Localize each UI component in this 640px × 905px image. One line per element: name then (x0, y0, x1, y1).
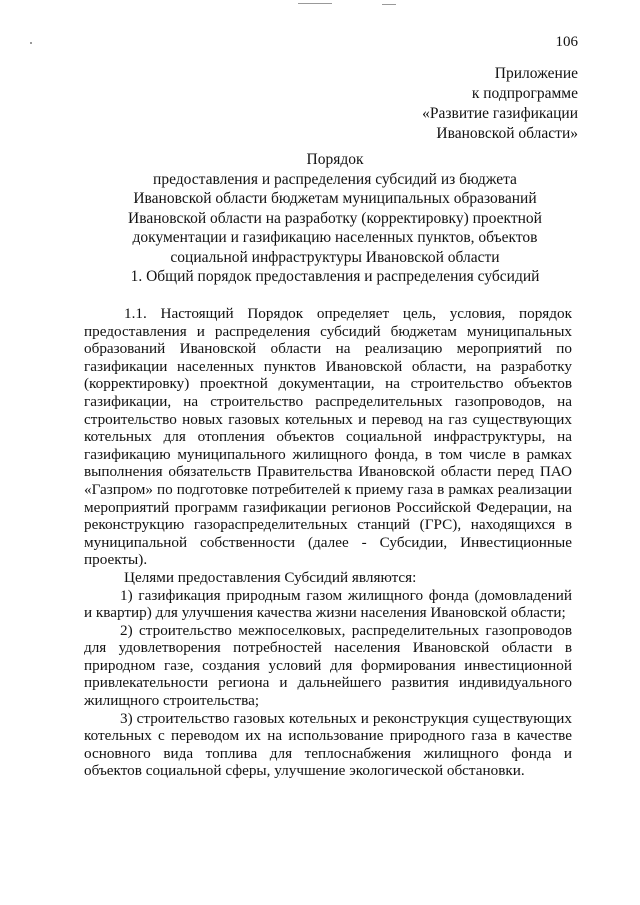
body-text (84, 305, 572, 780)
goals-intro: Целями предоставления Субсидий являются: (124, 568, 417, 586)
goal-item-2: 2) строительство межпоселковых, распределительных газопроводов для удовлетворения потребностей населения Ивановской области в природном газе, создания условий для формирования инвестиционной привлекательности региона и дальнейшего развития индивидуального жилищного строительства; (84, 621, 572, 710)
title-line: Порядок (306, 151, 364, 168)
appendix-line: к подпрограмме (471, 85, 578, 102)
goal-item-3: 3) строительство газовых котельных и реконструкция существующих котельных с переводом их на использование природного газа в качестве основного вида топлива для теплоснабжения жилищного фонда и объектов социальной сферы, улучшение экологической обстановки. (84, 709, 572, 780)
paragraph-1-1: 1.1. Настоящий Порядок определяет цель, условия, порядок предоставления и распределения субсидий бюджетам муниципальных образований Ивановской области на реализацию мероприятий по газификации населенных пунктов Ивановской области, на разработку (корректировку) проектной документации, на строительство объектов газификации, на строительство распределительных газопроводов, на строительство новых газовых котельных и перевод на газ существующих котельных для отопления объектов социальной инфраструктуры, на газификацию муниципального жилищного фонда, в том числе в рамках выполнения обязательств Правительства Ивановской области перед ПАО «Газпром» по подготовке потребителей к приему газа в рамках реализации мероприятий программ газификации регионов Российской Федерации, на реконструкцию газораспределительных станций (ГРС), находящихся в муниципальной собственности (далее - Субсидии, Инвестиционные проекты). (84, 305, 572, 569)
goal-item-1: 1) газификация природным газом жилищного фонда (домовладений и квартир) для улучшения качества жизни населения Ивановской области; (84, 586, 572, 622)
appendix-line: Ивановской области» (436, 125, 578, 142)
scan-mark (298, 3, 332, 4)
appendix-note (422, 64, 578, 144)
title-line: Ивановской области на разработку (корректировку) проектной (128, 209, 542, 227)
title-line: Ивановской области бюджетам муниципальных образований (133, 190, 537, 207)
document-title (80, 150, 590, 267)
appendix-line: Приложение (494, 65, 578, 82)
scan-mark (30, 42, 32, 44)
appendix-line: «Развитие газификации (422, 105, 578, 122)
page-number: 106 (555, 34, 578, 50)
title-line: предоставления и распределения субсидий из бюджета (153, 170, 517, 188)
title-line: документации и газификацию населенных пунктов, объектов (132, 229, 538, 246)
section-heading: 1. Общий порядок предоставления и распределения субсидий (130, 268, 540, 285)
scan-mark (382, 4, 396, 5)
title-line: социальной инфраструктуры Ивановской области (170, 248, 500, 266)
